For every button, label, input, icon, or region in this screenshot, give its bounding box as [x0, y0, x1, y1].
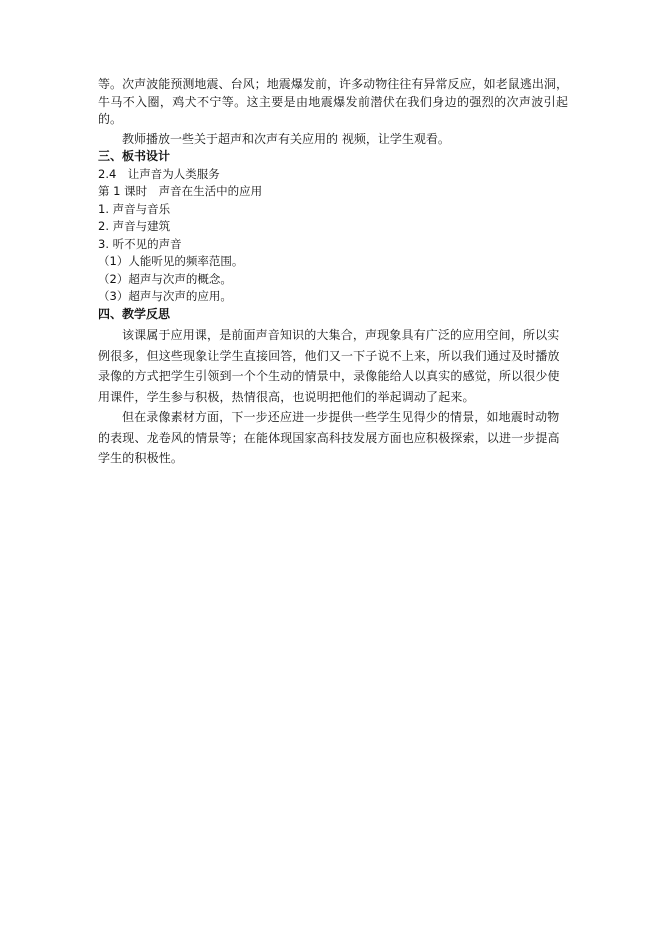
- board-design-list: [98, 166, 568, 306]
- intro-paragraph: 等。次声波能预测地震、台风；地震爆发前，许多动物往往有异常反应，如老鼠逃出洞，牛马不入圈，鸡犬不宁等。这主要是由地震爆发前潜伏在我们身边的强烈的次声波引起的。: [98, 77, 568, 126]
- reflection-paragraph-2: 但在录像素材方面，下一步还应进一步提供一些学生见得少的情景，如地震时动物的表现、龙卷风的情景等；在能体现国家高科技发展方面也应积极探索，以进一步提高学生的积极性。: [98, 410, 560, 465]
- board-line-applications: （3）超声与次声的应用。: [98, 289, 232, 303]
- section-heading-board-design: 三、板书设计: [98, 149, 171, 163]
- document-page: [98, 76, 568, 469]
- teacher-video-paragraph: 教师播放一些关于超声和次声有关应用的 视频，让学生观看。: [122, 131, 450, 146]
- board-line-frequency-range: （1）人能听见的频率范围。: [98, 254, 244, 268]
- board-line-music: 1. 声音与音乐: [98, 201, 171, 216]
- board-line-inaudible: 3. 听不见的声音: [98, 236, 182, 251]
- board-line-title: 2.4 让声音为人类服务: [98, 166, 220, 181]
- board-line-lesson: 第 1 课时 声音在生活中的应用: [98, 184, 263, 198]
- board-line-concepts: （2）超声与次声的概念。: [98, 271, 232, 286]
- section-heading-reflection: 四、教学反思: [98, 306, 171, 321]
- board-line-architecture: 2. 声音与建筑: [98, 219, 171, 233]
- reflection-paragraph-1: 该课属于应用课，是前面声音知识的大集合，声现象具有广泛的应用空间，所以实例很多，但这些现象让学生直接回答，他们又一下子说不上来，所以我们通过及时播放录像的方式把学生引领到一个个生动的情景中，录像能给人以真实的感觉，所以很少使用课件，学生参与积极，热情很高，也说明把他们的举起调动了起来。: [98, 328, 560, 404]
